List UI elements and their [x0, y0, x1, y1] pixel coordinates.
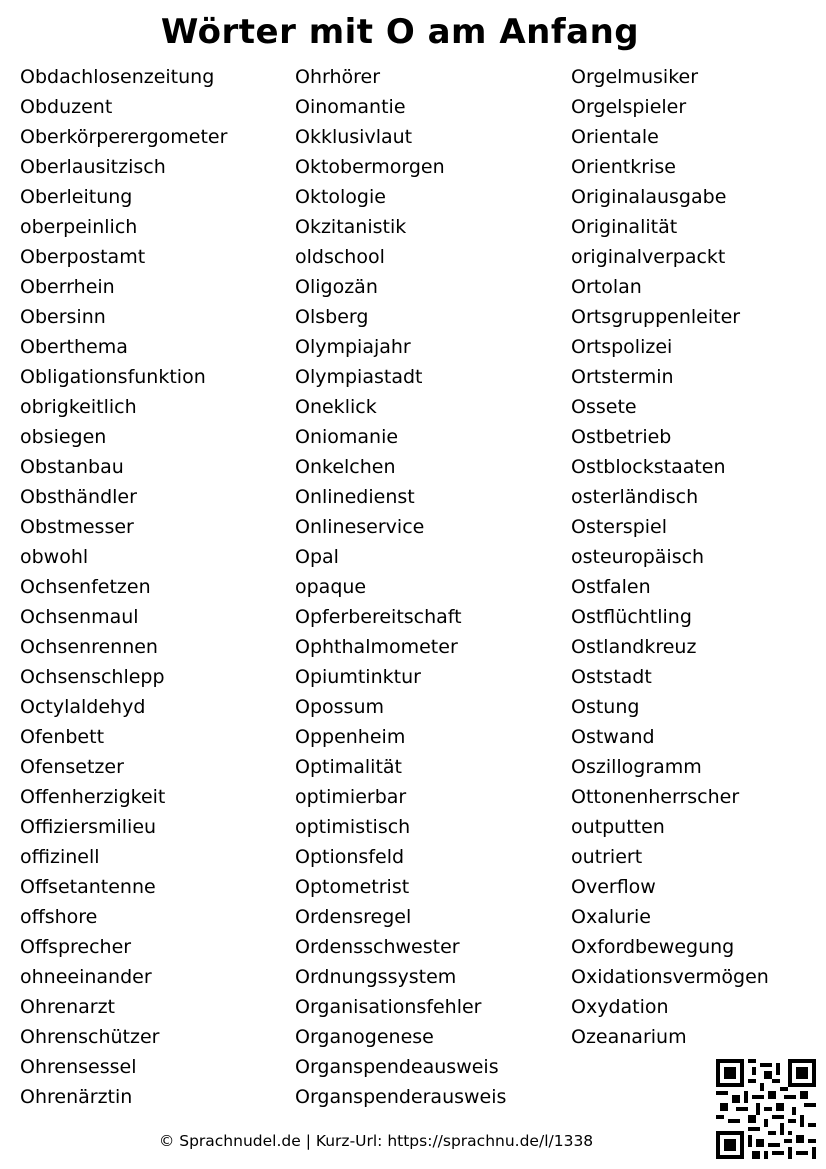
word-item: Octylaldehyd [20, 696, 146, 718]
word-item: Oligozän [295, 276, 378, 298]
word-item: Osterspiel [571, 516, 668, 538]
word-item: Olympiastadt [295, 366, 423, 388]
word-item: oldschool [295, 246, 385, 268]
word-item: Ortsgruppenleiter [571, 306, 741, 328]
word-item: opaque [295, 576, 367, 598]
word-item: Obstanbau [20, 456, 124, 478]
word-item: Ortspolizei [571, 336, 673, 358]
word-item: Ostlandkreuz [571, 636, 697, 658]
word-item: Ochsenmaul [20, 606, 139, 628]
word-item: offshore [20, 906, 98, 928]
word-item: Oxydation [571, 996, 669, 1018]
word-item: Oberkörperergometer [20, 126, 228, 148]
word-item: Organspendeausweis [295, 1056, 499, 1078]
word-item: Oberpostamt [20, 246, 146, 268]
word-item: Organogenese [295, 1026, 434, 1048]
word-item: Oberrhein [20, 276, 115, 298]
word-item: Olympiajahr [295, 336, 411, 358]
word-item: Oxfordbewegung [571, 936, 735, 958]
word-item: Oneklick [295, 396, 377, 418]
word-item: Opal [295, 546, 339, 568]
word-item: Ohrensessel [20, 1056, 137, 1078]
word-item: Orgelspieler [571, 96, 687, 118]
word-item: Ortolan [571, 276, 642, 298]
word-item: Oniomanie [295, 426, 399, 448]
qr-code-icon [716, 1059, 816, 1159]
word-item: Orgelmusiker [571, 66, 699, 88]
word-item: Ofensetzer [20, 756, 124, 778]
word-item: Obstmesser [20, 516, 134, 538]
word-item: Onkelchen [295, 456, 396, 478]
word-item: Oberthema [20, 336, 128, 358]
word-item: Ostbetrieb [571, 426, 672, 448]
word-item: Optometrist [295, 876, 410, 898]
word-item: Ophthalmometer [295, 636, 458, 658]
word-item: Ossete [571, 396, 637, 418]
word-item: Ortstermin [571, 366, 674, 388]
word-item: Ohrenschützer [20, 1026, 160, 1048]
word-item: ohneeinander [20, 966, 152, 988]
footer-credit: © Sprachnudel.de | Kurz-Url: https://sprachnu.de/l/1338 [158, 1132, 594, 1150]
word-item: Optionsfeld [295, 846, 405, 868]
word-item: Okzitanistik [295, 216, 407, 238]
word-item: obsiegen [20, 426, 107, 448]
word-item: Ostfalen [571, 576, 651, 598]
word-item: Oktologie [295, 186, 386, 208]
word-item: Ozeanarium [571, 1026, 687, 1048]
word-item: Ohrenarzt [20, 996, 115, 1018]
word-item: Offenherzigkeit [20, 786, 166, 808]
word-item: Obdachlosenzeitung [20, 66, 215, 88]
word-column-1 [20, 62, 227, 1112]
word-item: Oberleitung [20, 186, 133, 208]
word-item: Oszillogramm [571, 756, 702, 778]
word-item: Originalität [571, 216, 678, 238]
word-item: Okklusivlaut [295, 126, 413, 148]
word-item: osteuropäisch [571, 546, 705, 568]
word-item: Ochsenfetzen [20, 576, 151, 598]
word-item: outriert [571, 846, 643, 868]
word-item: Onlinedienst [295, 486, 415, 508]
word-item: optimierbar [295, 786, 407, 808]
word-item: offizinell [20, 846, 100, 868]
word-item: Ostwand [571, 726, 655, 748]
word-item: Orientkrise [571, 156, 676, 178]
word-item: Ochsenschlepp [20, 666, 165, 688]
word-item: Ohrenärztin [20, 1086, 133, 1108]
word-column-2 [295, 62, 506, 1112]
word-item: Olsberg [295, 306, 369, 328]
word-item: oberpeinlich [20, 216, 138, 238]
word-item: Oktobermorgen [295, 156, 445, 178]
word-item: Ordensregel [295, 906, 412, 928]
word-item: Organspenderausweis [295, 1086, 507, 1108]
word-item: Opiumtinktur [295, 666, 421, 688]
word-item: osterländisch [571, 486, 699, 508]
word-item: Oinomantie [295, 96, 406, 118]
word-item: Obduzent [20, 96, 113, 118]
word-item: Originalausgabe [571, 186, 727, 208]
word-item: Ordensschwester [295, 936, 460, 958]
word-item: Oppenheim [295, 726, 406, 748]
word-item: Obligationsfunktion [20, 366, 206, 388]
word-item: Ofenbett [20, 726, 105, 748]
word-item: optimistisch [295, 816, 411, 838]
word-item: Oberlausitzisch [20, 156, 166, 178]
word-column-3 [571, 62, 769, 1052]
word-item: Ostung [571, 696, 640, 718]
word-item: Opferbereitschaft [295, 606, 462, 628]
word-item: Offiziersmilieu [20, 816, 157, 838]
word-item: Ochsenrennen [20, 636, 158, 658]
word-item: Oxidationsvermögen [571, 966, 769, 988]
word-item: Ostflüchtling [571, 606, 692, 628]
word-item: Offsetantenne [20, 876, 156, 898]
word-item: Ottonenherrscher [571, 786, 740, 808]
page-title: Wörter mit O am Anfang [160, 12, 640, 52]
word-item: Oxalurie [571, 906, 651, 928]
word-item: Organisationsfehler [295, 996, 482, 1018]
word-item: Obersinn [20, 306, 106, 328]
word-item: obrigkeitlich [20, 396, 137, 418]
word-item: Optimalität [295, 756, 402, 778]
word-item: Obsthändler [20, 486, 137, 508]
word-item: Offsprecher [20, 936, 132, 958]
word-item: Overflow [571, 876, 656, 898]
word-item: obwohl [20, 546, 89, 568]
word-item: Oststadt [571, 666, 652, 688]
word-item: Onlineservice [295, 516, 425, 538]
word-item: Ostblockstaaten [571, 456, 726, 478]
word-item: Ohrhörer [295, 66, 381, 88]
word-item: Ordnungssystem [295, 966, 457, 988]
word-item: outputten [571, 816, 665, 838]
word-item: Opossum [295, 696, 384, 718]
word-item: Orientale [571, 126, 659, 148]
word-item: originalverpackt [571, 246, 726, 268]
